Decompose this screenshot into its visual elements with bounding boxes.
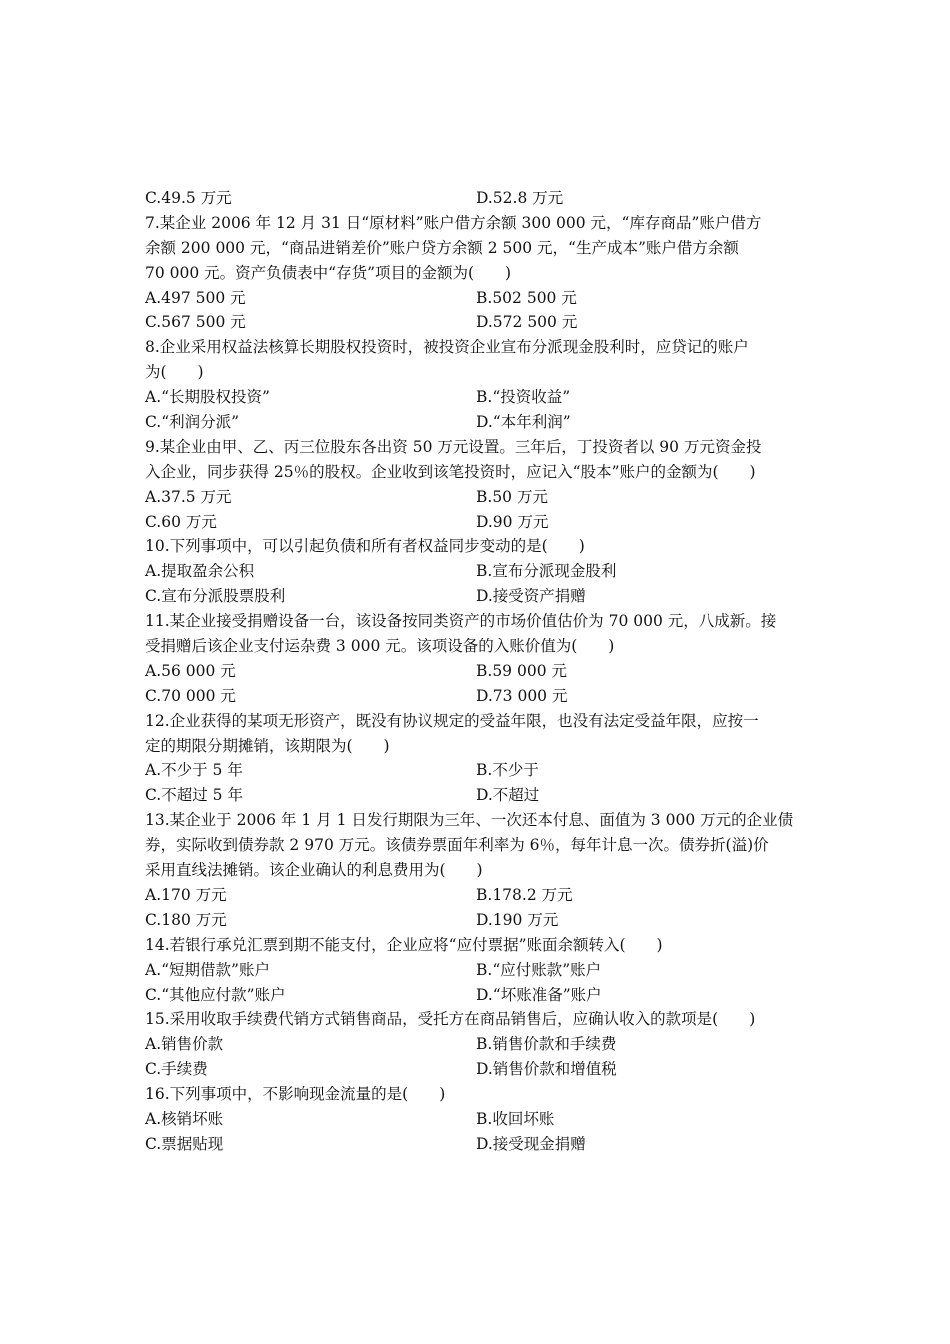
question-item [145,335,807,435]
option-a: A.不少于 5 年 [145,761,243,780]
options-row [145,659,807,684]
options-row [145,1057,807,1082]
options-row [145,883,807,908]
question-item [145,1007,807,1082]
option-a: A.“长期股权投资” [145,388,270,407]
option-a: A.提取盈余公积 [145,562,255,581]
question-text-line: 入企业，同步获得 25％的股权。企业收到该笔投资时，应记入“股本”账户的金额为( ) [145,462,756,481]
question-item [145,933,807,1008]
option-d: D.73 000 元 [476,686,568,705]
question-text-line: 8.企业采用权益法核算长期股权投资时，被投资企业宣布分派现金股利时，应贷记的账户 [145,338,749,357]
question-text-line: 10.下列事项中，可以引起负债和所有者权益同步变动的是( ) [145,537,585,556]
option-c: C.567 500 元 [145,313,246,332]
question-item [145,534,807,609]
option-d: D.572 500 元 [476,313,578,332]
question-item [145,1082,807,1157]
option-d: D.52.8 万元 [476,189,564,207]
question-text-line: 70 000 元。资产负债表中“存货”项目的金额为( ) [145,263,512,282]
question-text-line: 12.企业获得的某项无形资产，既没有协议规定的受益年限，也没有法定受益年限，应按一 [145,711,759,730]
option-a: A.37.5 万元 [145,487,232,506]
question-text-line: 16.下列事项中，不影响现金流量的是( ) [145,1085,446,1104]
question-text-line: 13.某企业于 2006 年 1 月 1 日发行期限为三年、一次还本付息、面值为 3 000 万元的企业债 [145,811,794,830]
option-d: D.接受资产捐赠 [476,587,586,606]
option-c: C.70 000 元 [145,686,236,705]
option-d: D.“本年利润” [476,413,571,432]
option-d: D.“坏账准备”账户 [476,985,602,1004]
question-item [145,211,807,335]
options-row [145,958,807,983]
option-b: B.50 万元 [476,487,548,506]
option-a: A.56 000 元 [145,661,236,680]
option-c: C.49.5 万元 [145,189,232,207]
option-b: B.“投资收益” [476,388,571,407]
question-item [145,609,807,709]
options-row [145,510,807,535]
option-b: B.178.2 万元 [476,885,573,904]
option-c: C.手续费 [145,1060,208,1079]
option-c: C.不超过 5 年 [145,786,243,805]
option-b: B.宣布分派现金股利 [476,562,617,581]
options-row [145,1032,807,1057]
question-text-line: 受捐赠后该企业支付运杂费 3 000 元。该项设备的入账价值为( ) [145,637,615,656]
options-row [145,286,807,311]
question-text-line: 定的期限分期摊销，该期限为( ) [145,736,390,755]
question-text-line: 为( ) [145,363,204,382]
option-a: A.销售价款 [145,1035,224,1054]
option-a: A.核销坏账 [145,1109,224,1128]
options-row [145,783,807,808]
question-text-line: 14.若银行承兑汇票到期不能支付，企业应将“应付票据”账面余额转入( ) [145,935,663,954]
options-row [145,983,807,1008]
option-d: D.190 万元 [476,910,559,929]
options-row [145,310,807,335]
options-row [145,485,807,510]
option-d: D.不超过 [476,786,540,805]
question-text-line: 7.某企业 2006 年 12 月 31 日“原材料”账户借方余额 300 000 元，“库存商品”账户借方 [145,213,762,232]
options-row [145,684,807,709]
options-row [145,410,807,435]
option-c: C.60 万元 [145,512,217,531]
options-row [145,758,807,783]
question-text-line: 11.某企业接受捐赠设备一台，该设备按同类资产的市场价值估价为 70 000 元，八成新。接 [145,612,777,631]
question-item [145,709,807,809]
option-a: A.497 500 元 [145,288,246,307]
option-b: B.不少于 [476,761,539,780]
question-list [145,211,807,1157]
options-row [145,186,807,211]
option-d: D.销售价款和增值税 [476,1060,617,1079]
options-row [145,584,807,609]
options-row [145,385,807,410]
option-b: B.59 000 元 [476,661,567,680]
options-row [145,1107,807,1132]
option-c: C.“其他应付款”账户 [145,985,286,1004]
options-row [145,908,807,933]
option-c: C.宣布分派股票股利 [145,587,286,606]
option-c: C.“利润分派” [145,413,240,432]
option-b: B.销售价款和手续费 [476,1035,617,1054]
exam-page [145,186,807,1157]
options-row [145,1132,807,1157]
question-text-line: 券，实际收到债券款 2 970 万元。该债券票面年利率为 6％，每年计息一次。债券折(溢)价 [145,836,769,855]
option-a: A.170 万元 [145,885,227,904]
option-d: D.接受现金捐赠 [476,1134,586,1153]
option-b: B.“应付账款”账户 [476,960,602,979]
question-text-line: 采用直线法摊销。该企业确认的利息费用为( ) [145,861,483,880]
option-b: B.收回坏账 [476,1109,555,1128]
question-text-line: 15.采用收取手续费代销方式销售商品，受托方在商品销售后，应确认收入的款项是( ) [145,1010,756,1029]
option-c: C.票据贴现 [145,1134,224,1153]
question-item [145,808,807,932]
option-b: B.502 500 元 [476,288,577,307]
question-text-line: 余额 200 000 元，“商品进销差价”账户贷方余额 2 500 元，“生产成本”账户借方余额 [145,238,739,257]
question-item [145,435,807,535]
options-row [145,559,807,584]
option-a: A.“短期借款”账户 [145,960,270,979]
option-d: D.90 万元 [476,512,549,531]
option-c: C.180 万元 [145,910,227,929]
question-text-line: 9.某企业由甲、乙、丙三位股东各出资 50 万元设置。三年后，丁投资者以 90 万元资金投 [145,437,762,456]
